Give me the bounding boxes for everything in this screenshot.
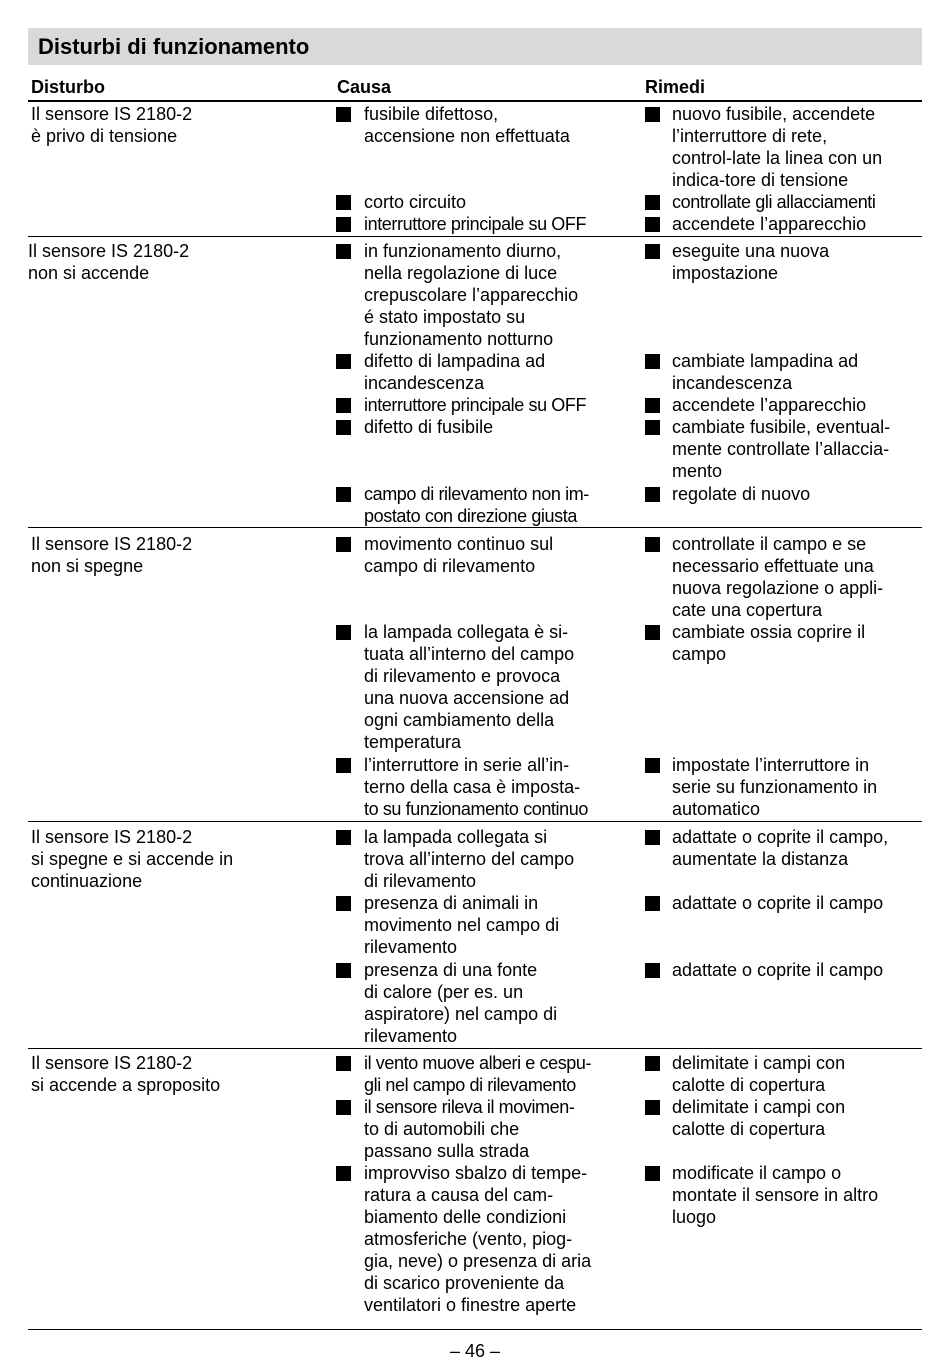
square-bullet-icon [645,195,660,210]
square-bullet-icon [336,354,351,369]
causa-line: movimento nel campo di [364,915,560,935]
rimedio-line: mento [672,461,723,481]
causa-line: il sensore rileva il movimen- [364,1097,575,1117]
causa-line: rilevamento [364,937,458,957]
square-bullet-icon [645,487,660,502]
causa-line: nella regolazione di luce [364,263,558,283]
square-bullet-icon [645,1166,660,1181]
page-title: Disturbi di funzionamento [28,28,922,65]
header-disturbo: Disturbo [31,77,105,97]
square-bullet-icon [336,217,351,232]
disturbo-line: Il sensore IS 2180-2 [31,534,193,554]
causa-line: tuata all’interno del campo [364,644,575,664]
table-header [28,76,922,102]
causa-line: la lampada collegata è si- [364,622,569,642]
square-bullet-icon [336,244,351,259]
causa-line: improvviso sbalzo di tempe- [364,1163,588,1183]
disturbo-line: si accende a sproposito [31,1075,221,1095]
rimedio-line: nuova regolazione o appli- [672,578,884,598]
row-divider [28,1048,922,1049]
row-divider [28,527,922,528]
causa-line: atmosferiche (vento, piog- [364,1229,573,1249]
rimedio-line: accendete l’apparecchio [672,214,867,234]
rimedio-line: cate una copertura [672,600,823,620]
causa-line: rilevamento [364,1026,458,1046]
square-bullet-icon [645,420,660,435]
causa-line: postato con direzione giusta [364,506,577,526]
causa-line: di calore (per es. un [364,982,524,1002]
causa-line: ventilatori o finestre aperte [364,1295,577,1315]
causa-line: ratura a causa del cam- [364,1185,554,1205]
square-bullet-icon [336,830,351,845]
rimedio-line: luogo [672,1207,717,1227]
square-bullet-icon [336,398,351,413]
causa-line: difetto di lampadina ad [364,351,546,371]
causa-line: movimento continuo sul [364,534,554,554]
causa-line: biamento delle condizioni [364,1207,567,1227]
causa-line: temperatura [364,732,462,752]
rimedio-line: mente controllate l’allaccia- [672,439,890,459]
causa-line: é stato impostato su [364,307,526,327]
rimedio-line: cambiate lampadina ad [672,351,859,371]
rimedio-line: aumentate la distanza [672,849,849,869]
causa-line: campo di rilevamento [364,556,536,576]
disturbo-line: Il sensore IS 2180-2 [31,104,193,124]
causa-line: di rilevamento e provoca [364,666,561,686]
causa-line: la lampada collegata si [364,827,548,847]
causa-line: gli nel campo di rilevamento [364,1075,576,1095]
rimedio-line: cambiate ossia coprire il [672,622,866,642]
row-divider [28,821,922,822]
header-causa: Causa [337,77,392,97]
rimedio-line: calotte di copertura [672,1075,826,1095]
causa-line: l’interruttore in serie all’in- [364,755,570,775]
causa-line: crepuscolare l’apparecchio [364,285,579,305]
disturbo-line: non si spegne [31,556,144,576]
row-divider [28,236,922,237]
rimedio-line: incandescenza [672,373,793,393]
causa-line: di scarico proveniente da [364,1273,565,1293]
square-bullet-icon [645,963,660,978]
square-bullet-icon [645,1056,660,1071]
square-bullet-icon [336,195,351,210]
square-bullet-icon [645,625,660,640]
square-bullet-icon [336,1056,351,1071]
rimedio-line: controllate gli allacciamenti [672,192,876,212]
disturbo-line: Il sensore IS 2180-2 [31,1053,193,1073]
rimedio-line: accendete l’apparecchio [672,395,867,415]
rimedio-line: automatico [672,799,761,819]
rimedio-line: adattate o coprite il campo, [672,827,889,847]
rimedio-line: montate il sensore in altro [672,1185,879,1205]
causa-line: in funzionamento diurno, [364,241,562,261]
rimedio-line: controllate il campo e se [672,534,867,554]
causa-line: to di automobili che [364,1119,520,1139]
causa-line: il vento muove alberi e cespu- [364,1053,592,1073]
causa-line: una nuova accensione ad [364,688,570,708]
square-bullet-icon [336,758,351,773]
footer-divider [28,1329,922,1330]
rimedio-line: impostate l’interruttore in [672,755,870,775]
square-bullet-icon [336,625,351,640]
causa-line: ogni cambiamento della [364,710,555,730]
square-bullet-icon [645,1100,660,1115]
causa-line: passano sulla strada [364,1141,530,1161]
square-bullet-icon [645,244,660,259]
square-bullet-icon [336,963,351,978]
disturbo-line: Il sensore IS 2180-2 [31,827,193,847]
square-bullet-icon [645,830,660,845]
square-bullet-icon [336,420,351,435]
rimedio-line: delimitate i campi con [672,1053,846,1073]
disturbo-line: è privo di tensione [31,126,178,146]
causa-line: trova all’interno del campo [364,849,575,869]
causa-line: campo di rilevamento non im- [364,484,589,504]
rimedio-line: adattate o coprite il campo [672,960,884,980]
header-rimedi: Rimedi [645,77,706,97]
rimedio-line: calotte di copertura [672,1119,826,1139]
rimedio-line: impostazione [672,263,779,283]
square-bullet-icon [336,537,351,552]
causa-line: terno della casa è imposta- [364,777,581,797]
causa-line: presenza di animali in [364,893,539,913]
square-bullet-icon [336,1166,351,1181]
causa-line: interruttore principale su OFF [364,214,587,234]
rimedio-line: cambiate fusibile, eventual- [672,417,891,437]
causa-line: aspiratore) nel campo di [364,1004,558,1024]
square-bullet-icon [645,107,660,122]
rimedio-line: control-late la linea con un [672,148,883,168]
rimedio-line: l’interruttore di rete, [672,126,828,146]
square-bullet-icon [336,487,351,502]
causa-line: corto circuito [364,192,467,212]
square-bullet-icon [336,896,351,911]
causa-line: incandescenza [364,373,485,393]
causa-line: di rilevamento [364,871,477,891]
causa-line: fusibile difettoso, [364,104,499,124]
page-number: – 46 – [449,1341,501,1361]
causa-line: funzionamento notturno [364,329,554,349]
causa-line: to su funzionamento continuo [364,799,588,819]
rimedio-line: adattate o coprite il campo [672,893,884,913]
disturbo-line: continuazione [31,871,143,891]
square-bullet-icon [645,398,660,413]
rimedio-line: eseguite una nuova [672,241,830,261]
rimedio-line: serie su funzionamento in [672,777,878,797]
square-bullet-icon [336,1100,351,1115]
causa-line: presenza di una fonte [364,960,538,980]
rimedio-line: campo [672,644,727,664]
disturbo-line: non si accende [28,263,150,283]
square-bullet-icon [645,217,660,232]
disturbo-line: si spegne e si accende in [31,849,234,869]
rimedio-line: necessario effettuate una [672,556,874,576]
square-bullet-icon [645,537,660,552]
rimedio-line: nuovo fusibile, accendete [672,104,876,124]
rimedio-line: regolate di nuovo [672,484,811,504]
square-bullet-icon [645,758,660,773]
rimedio-line: modificate il campo o [672,1163,842,1183]
rimedio-line: indica-tore di tensione [672,170,849,190]
causa-line: interruttore principale su OFF [364,395,587,415]
causa-line: accensione non effettuata [364,126,570,146]
square-bullet-icon [645,354,660,369]
square-bullet-icon [645,896,660,911]
causa-line: difetto di fusibile [364,417,494,437]
causa-line: gia, neve) o presenza di aria [364,1251,592,1271]
disturbo-line: Il sensore IS 2180-2 [28,241,190,261]
rimedio-line: delimitate i campi con [672,1097,846,1117]
square-bullet-icon [336,107,351,122]
